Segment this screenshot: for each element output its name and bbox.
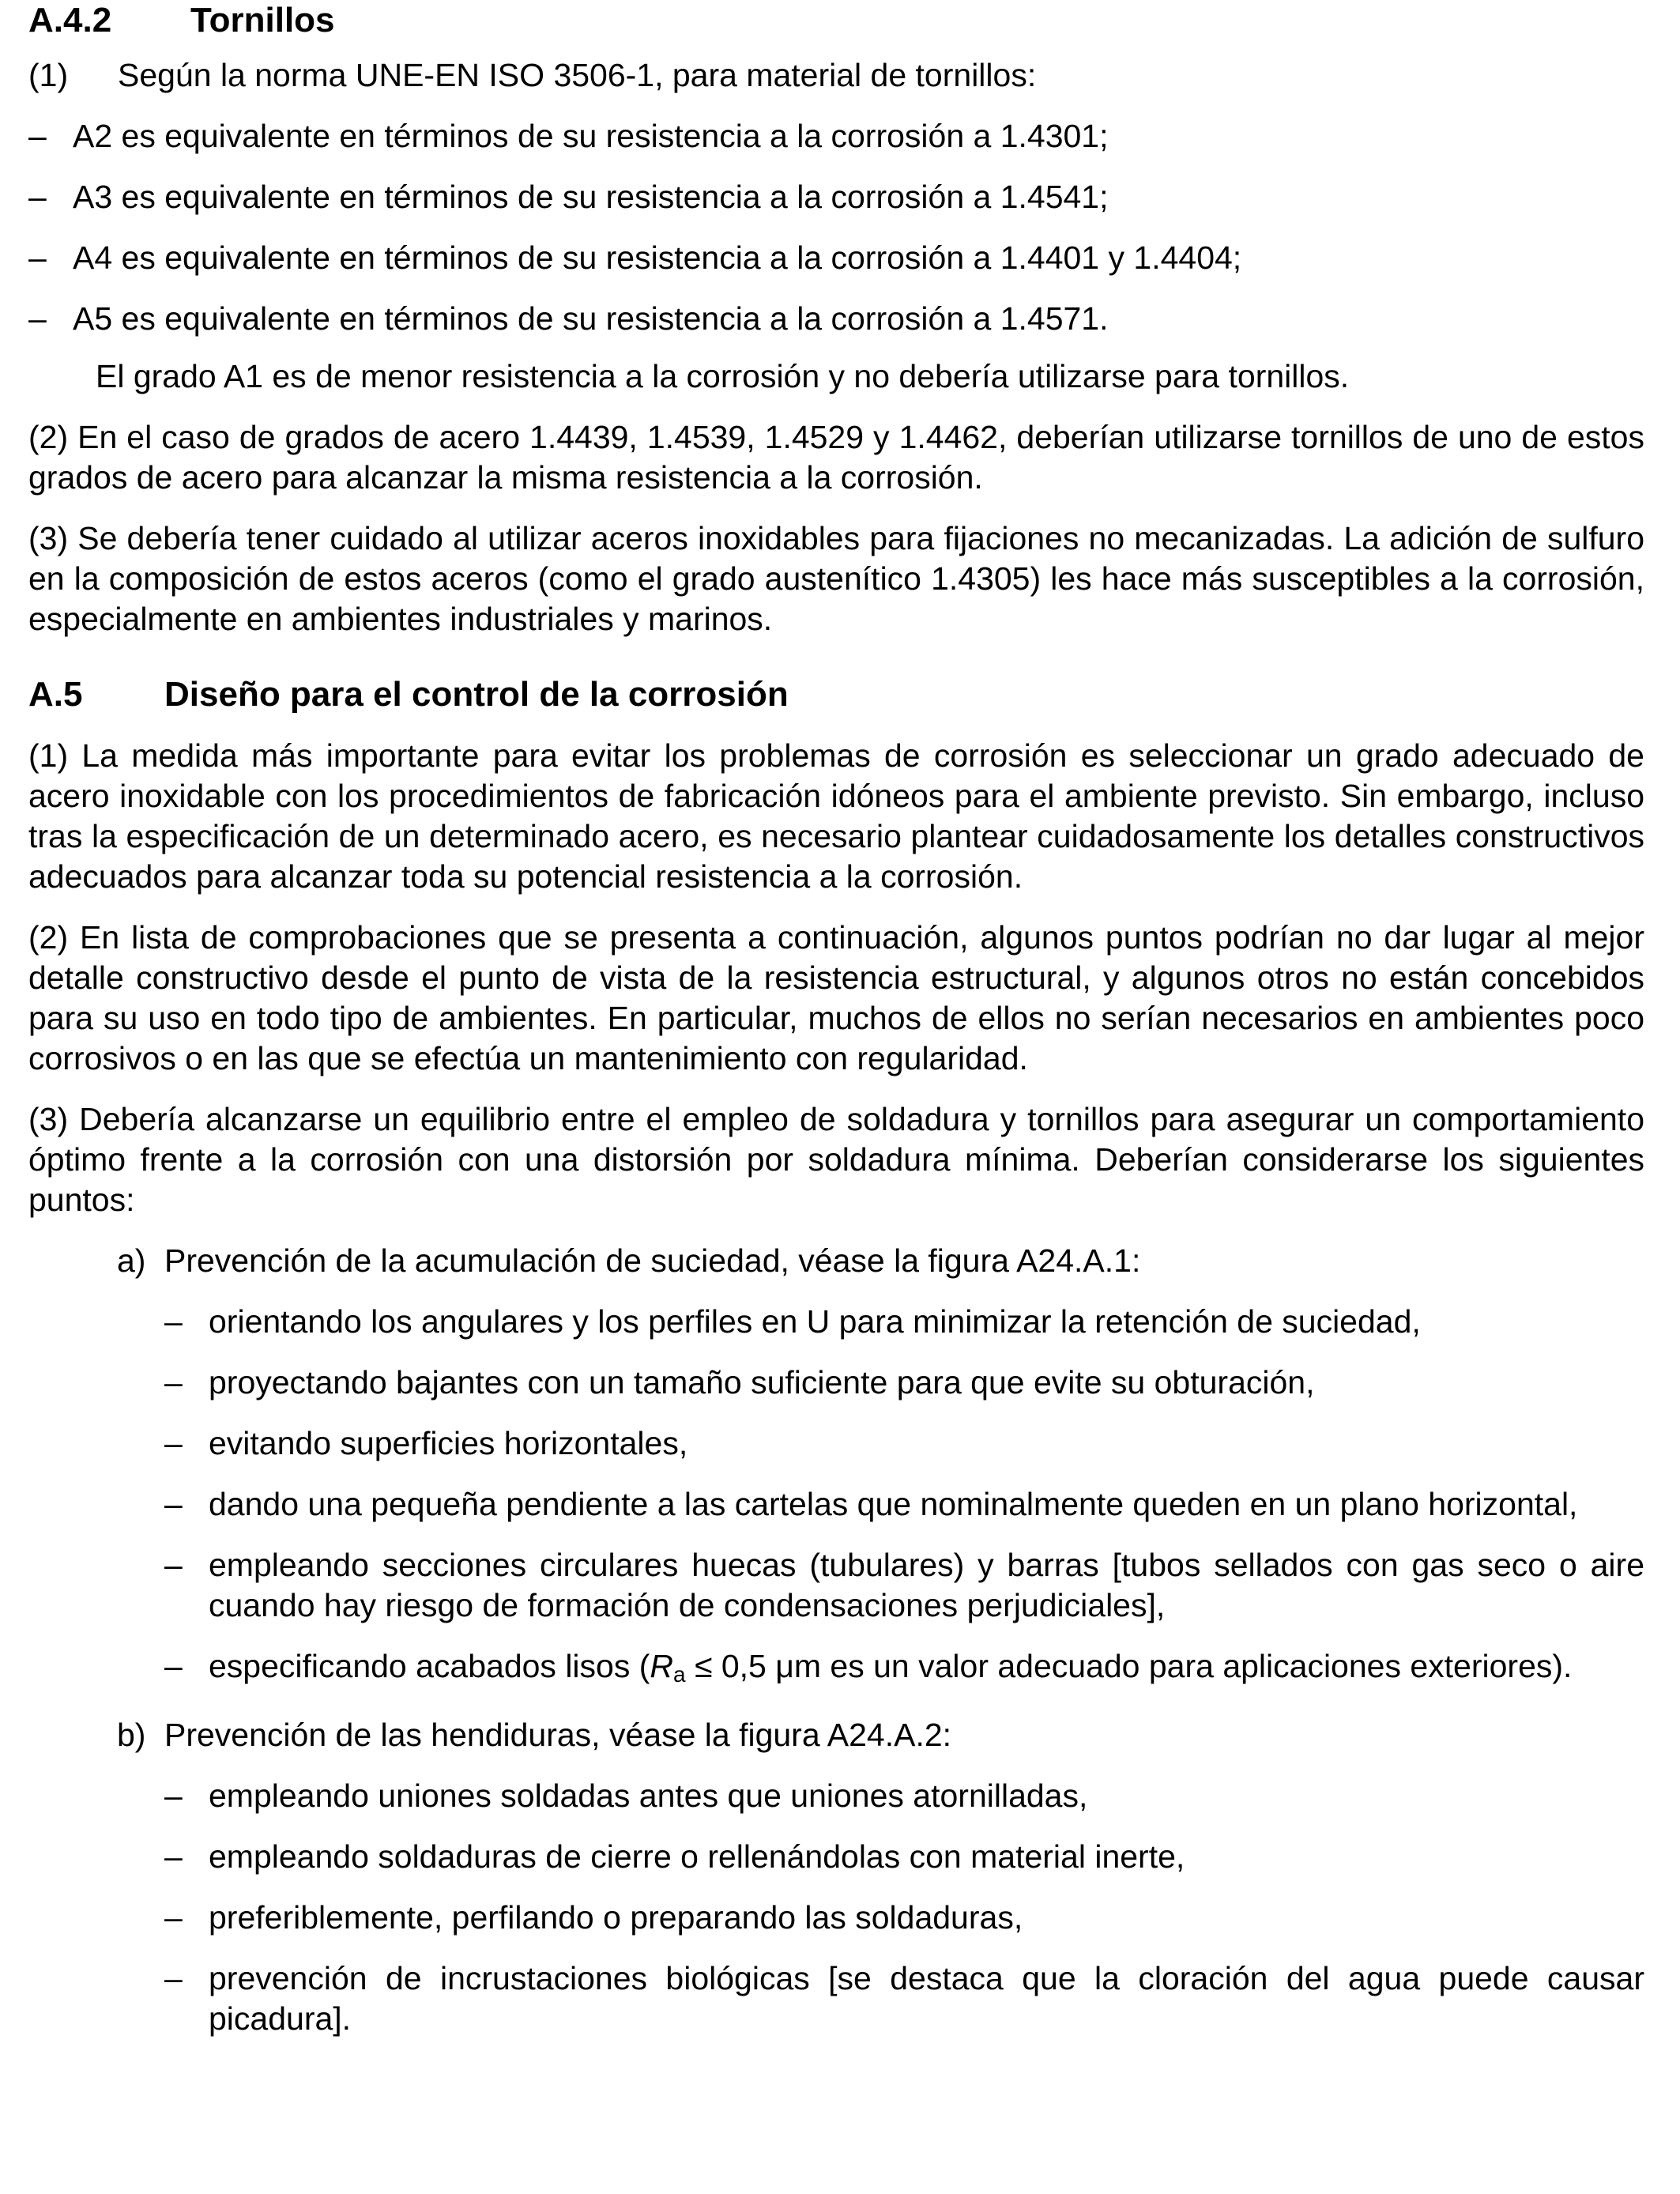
lettered-item-b [28,1715,1644,1755]
list-item-text: evitando superficies horizontales, [209,1425,688,1461]
roughness-symbol: R [650,1648,673,1684]
clause-paragraph [28,55,1644,96]
list-item [28,177,1644,217]
list-item-text: dando una pequeña pendiente a las cartelas que nominalmente queden en un plano horizontal, [209,1486,1578,1522]
item-letter: a) [117,1242,146,1279]
item-text: Prevención de la acumulación de suciedad, véase la figura A24.A.1: [164,1242,1141,1279]
dash-bullet: – [164,1364,183,1400]
clause-paragraph: (1) La medida más importante para evitar los problemas de corrosión es seleccionar un grado adecuado de acero inoxidable con los procedimientos de fabricación idóneos para el ambiente previsto. Sin embargo, incluso tras la especificación de un determinado acero, es necesario plantear cuidadosamente los detalles constructivos adecuados para alcanzar toda su potencial resistencia a la corrosión. [28,737,1644,895]
dash-bullet: – [28,179,47,215]
dash-bullet: – [164,1899,183,1936]
list-item [28,1646,1644,1695]
list-item-text: empleando secciones circulares huecas (tubulares) y barras [tubos sellados con gas seco o aire cuando hay riesgo de formación de condensaciones perjudiciales], [209,1547,1644,1623]
document-page [28,0,1644,2039]
section-title: Diseño para el control de la corrosión [164,675,789,714]
clause-number: (1) [28,57,69,93]
dash-bullet: – [164,1648,183,1684]
list-item-text: proyectando bajantes con un tamaño suficiente para que evite su obturación, [209,1364,1315,1400]
list-item-text [209,1646,1644,1695]
list-item-text: A5 es equivalente en términos de su resistencia a la corrosión a 1.4571. [73,300,1109,337]
list-item-text: orientando los angulares y los perfiles en U para minimizar la retención de suciedad, [209,1303,1421,1340]
section-heading-a5 [28,674,1644,715]
note-paragraph: El grado A1 es de menor resistencia a la corrosión y no debería utilizarse para tornillos. [96,358,1350,394]
list-item [28,1837,1644,1877]
list-item [28,238,1644,278]
dash-bullet: – [28,118,47,154]
clause-paragraph: (3) Se debería tener cuidado al utilizar aceros inoxidables para fijaciones no mecanizadas. La adición de sulfuro en la composición de estos aceros (como el grado austenítico 1.4305) les hace más susceptibles a la corrosión, especialmente en ambientes industriales y marinos. [28,520,1644,637]
list-item [28,1545,1644,1626]
dash-bullet: – [164,1486,183,1522]
list-item-text: A2 es equivalente en términos de su resistencia a la corrosión a 1.4301; [73,118,1109,154]
item-letter: b) [117,1717,146,1753]
dash-bullet: – [164,1303,183,1340]
dash-bullet: – [164,1777,183,1814]
list-item-text: prevención de incrustaciones biológicas [se destaca que la cloración del agua puede causar picadura]. [209,1960,1644,2037]
section-number: A.5 [28,675,83,714]
section-heading-a42 [28,0,1644,41]
list-item-text: preferiblemente, perfilando o preparando las soldaduras, [209,1899,1023,1936]
dash-bullet: – [28,300,47,337]
list-item [28,1898,1644,1938]
dash-bullet: – [28,239,47,276]
dash-bullet: – [164,1838,183,1875]
roughness-subscript: a [673,1662,686,1687]
list-item [28,1302,1644,1342]
section-title: Tornillos [190,1,335,40]
clause-paragraph: (2) En lista de comprobaciones que se presenta a continuación, algunos puntos podrían no dar lugar al mejor detalle constructivo desde el punto de vista de la resistencia estructural, y algunos otros no están concebidos para su uso en todo tipo de ambientes. En particular, muchos de ellos no serían necesarios en ambientes poco corrosivos o en las que se efectúa un mantenimiento con regularidad. [28,919,1644,1076]
dash-bullet: – [164,1425,183,1461]
list-item-text: A3 es equivalente en términos de su resistencia a la corrosión a 1.4541; [73,179,1109,215]
clause-text: Según la norma UNE-EN ISO 3506-1, para material de tornillos: [118,57,1037,93]
clause-paragraph: (2) En el caso de grados de acero 1.4439, 1.4539, 1.4529 y 1.4462, deberían utilizarse tornillos de uno de estos grados de acero para alcanzar la misma resistencia a la corrosión. [28,419,1644,496]
list-item [28,1423,1644,1464]
dash-bullet: – [164,1547,183,1583]
dash-bullet: – [164,1960,183,1996]
list-item [28,1776,1644,1816]
clause-paragraph: (3) Debería alcanzarse un equilibrio entre el empleo de soldadura y tornillos para asegurar un comportamiento óptimo frente a la corrosión con una distorsión por soldadura mínima. Deberían considerarse los siguientes puntos: [28,1101,1644,1218]
list-item [28,1958,1644,2039]
item-text: Prevención de las hendiduras, véase la figura A24.A.2: [164,1717,952,1753]
list-item [28,299,1644,339]
text-fragment: ≤ 0,5 μm es un valor adecuado para aplicaciones exteriores). [685,1648,1573,1684]
text-fragment: especificando acabados lisos ( [209,1648,650,1684]
list-item-text: empleando soldaduras de cierre o rellenándolas con material inerte, [209,1838,1185,1875]
list-item [28,1363,1644,1403]
section-number: A.4.2 [28,1,112,40]
lettered-item-a [28,1241,1644,1281]
list-item [28,1484,1644,1525]
list-item [28,116,1644,156]
list-item-text: empleando uniones soldadas antes que uniones atornilladas, [209,1777,1088,1814]
list-item-text: A4 es equivalente en términos de su resistencia a la corrosión a 1.4401 y 1.4404; [73,239,1242,276]
